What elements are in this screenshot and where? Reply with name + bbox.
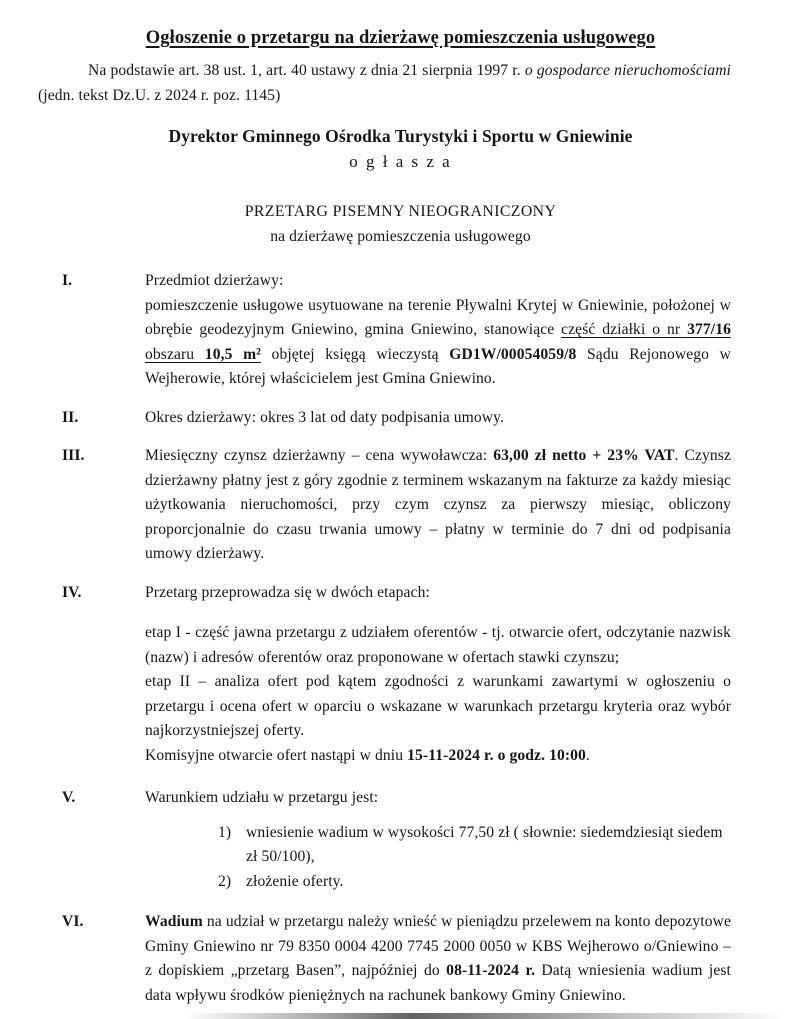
section-4-body — [145, 581, 731, 769]
list-item-1-text: wniesienie wadium w wysokości 77,50 zł ( słownie: siedemdziesiąt siedem zł 50/100), — [246, 823, 723, 865]
section-5-list — [145, 821, 731, 895]
s4-opening-datetime: 15-11-2024 r. o godz. 10:00 — [407, 746, 586, 764]
list-item-2-text: złożenie oferty. — [246, 872, 344, 890]
section-2-lease-period — [38, 406, 731, 431]
document-header — [38, 26, 763, 51]
s3-starting-price: 63,00 zł netto + 23% VAT — [493, 447, 675, 464]
s6-seg2: na udział w przetargu należy wnieść w pieniądzu przelewem na konto depozytowe Gminy Gniewino nr 79 8350 0004 4200 7745 2000 0050 w KBS Wejherowo o/Gniewino – z dopiskiem „przetarg Basen”, najpóźniej do — [145, 913, 731, 979]
tender-type-line: PRZETARG PISEMNY NIEOGRANICZONY — [244, 203, 557, 220]
section-4-stage-2: etap II – analiza ofert pod kątem zgodności z warunkami zawartymi w ogłoszeniu o przetargu i ocena ofert w oparciu o wskazane w warunkach przetargu kryteria oraz wybór najkorzystniejszej oferty. — [145, 673, 731, 739]
section-2-number: II. — [62, 408, 79, 426]
s1-area-value: 10,5 m² — [204, 345, 261, 363]
issuer-line: Dyrektor Gminnego Ośrodka Turystyki i Sportu w Gniewinie — [168, 126, 633, 146]
section-2-text: Okres dzierżawy: okres 3 lat od daty podpisania umowy. — [145, 408, 505, 426]
s1-plot-label: część działki o nr — [561, 321, 688, 338]
announce-word: o g ł a s z a — [349, 152, 452, 171]
section-4-title: Przetarg przeprowadza się w dwóch etapach: — [145, 583, 430, 601]
legal-basis-lead: Na podstawie art. 38 ust. 1, art. 40 ustawy z dnia 21 sierpnia 1997 r. — [88, 62, 525, 79]
s1-seg1: pomieszczenie usługowe usytuowane na terenie Pływalni Krytej w Gniewinie, położonej w obrębie geodezyjnym Gniewino, gmina Gniewino, stanowiące — [145, 296, 731, 338]
section-1-body — [145, 269, 731, 392]
section-5-title: Warunkiem udziału w przetargu jest: — [145, 789, 379, 806]
section-4-spacer — [145, 605, 731, 621]
legal-basis-tail: (jedn. tekst Dz.U. z 2024 r. poz. 1145) — [38, 86, 281, 104]
section-1-subject-of-lease — [38, 269, 731, 392]
list-item-1-marker: 1) — [218, 823, 232, 841]
section-4-tender-stages — [38, 581, 731, 769]
issuer-block — [38, 124, 763, 249]
section-4-opening-line — [145, 744, 731, 769]
s1-seg8: Sądu Rejonowego w Wejherowie, której właścicielem jest Gmina Gniewino. — [145, 345, 731, 387]
section-4-stage-1: etap I - część jawna przetargu z udziałem oferentów - tj. otwarcie ofert, odczytanie nazwisk (nazw) i adresów oferentów oraz proponowane w ofertach stawki czynszu; — [145, 624, 731, 666]
section-1-paragraph — [145, 294, 731, 392]
list-item — [218, 821, 731, 870]
legal-basis-paragraph — [38, 59, 731, 108]
section-4-number: IV. — [62, 583, 82, 601]
s3-seg1: Miesięczny czynsz dzierżawny – cena wywoławcza: — [145, 447, 494, 464]
section-6-deposit — [38, 910, 731, 1008]
s6-seg4: Datą wniesienia wadium jest data wpływu środków pieniężnych na rachunek bankowy Gminy Gniewino. — [145, 962, 731, 1004]
section-6-body — [145, 910, 731, 1008]
list-item-2-marker: 2) — [218, 872, 232, 890]
section-1-number: I. — [62, 272, 73, 289]
s6-deposit-deadline: 08-11-2024 r. — [446, 962, 536, 979]
section-3-monthly-rent — [38, 444, 731, 567]
section-5-participation-conditions — [38, 786, 731, 894]
legal-basis-act-title: o gospodarce nieruchomościami — [524, 62, 731, 79]
s1-seg6: objętej księgą wieczystą — [260, 345, 450, 363]
s6-deposit-label: Wadium — [145, 913, 203, 930]
section-2-body — [145, 406, 731, 431]
scan-artifact-smudge — [185, 1013, 785, 1019]
section-6-paragraph — [145, 910, 731, 1008]
section-5-body — [145, 786, 731, 894]
document-title: Ogłoszenie o przetargu na dzierżawę pomieszczenia usługowego — [145, 28, 656, 48]
section-3-paragraph — [145, 444, 731, 567]
section-5-number: V. — [62, 789, 76, 806]
section-6-number: VI. — [62, 913, 84, 930]
section-3-number: III. — [62, 447, 85, 464]
list-item — [218, 870, 731, 895]
tender-subject-line: na dzierżawę pomieszczenia usługowego — [270, 227, 531, 245]
s1-plot-number: 377/16 — [687, 321, 731, 338]
s4-commission-lead: Komisyjne otwarcie ofert nastąpi w dniu — [145, 746, 408, 764]
s1-area-label: obszaru — [145, 345, 205, 363]
s4-commission-tail: . — [585, 746, 590, 764]
section-1-title: Przedmiot dzierżawy: — [145, 272, 284, 289]
s1-land-register-number: GD1W/00054059/8 — [449, 345, 577, 363]
section-3-body — [145, 444, 731, 567]
s3-seg3: . Czynsz dzierżawny płatny jest z góry zgodnie z terminem wskazanym na fakturze za każdy miesiąc użytkowania nieruchomości, przy czym czynsz za pierwszy miesiąc, obliczony proporcjonalnie do czasu trwania umowy – płatny w terminie do 7 dni od podpisania umowy dzierżawy. — [145, 447, 731, 562]
